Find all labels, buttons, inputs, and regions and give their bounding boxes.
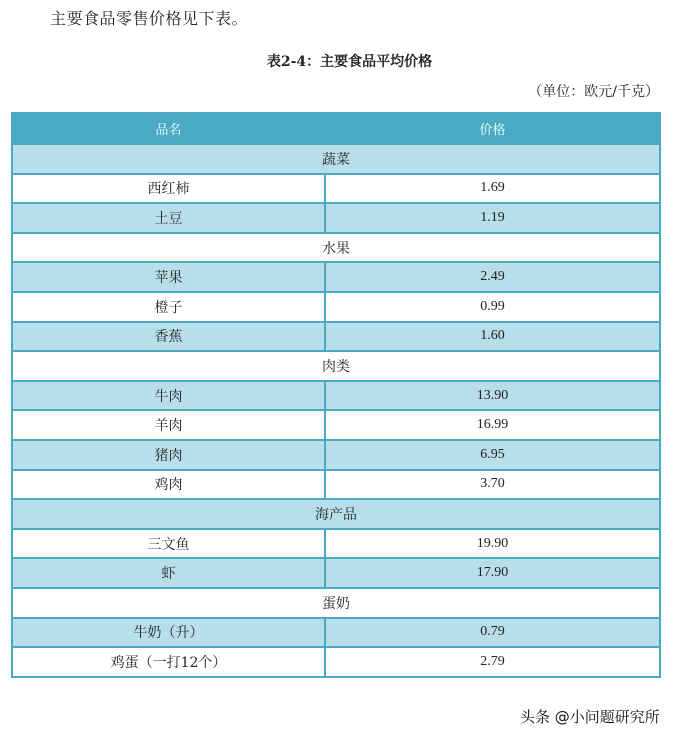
item-name: 鸡蛋（一打12个） [12,647,325,677]
category-label: 肉类 [12,351,660,381]
price-table [11,112,661,678]
item-price: 2.79 [325,647,660,677]
table-row [12,262,660,292]
table-row [12,440,660,470]
table-header-row [12,113,660,144]
item-name: 猪肉 [12,440,325,470]
item-price: 1.60 [325,322,660,352]
item-price: 6.95 [325,440,660,470]
category-row [12,351,660,381]
table-row [12,203,660,233]
category-row [12,499,660,529]
table-row [12,381,660,411]
item-price: 2.49 [325,262,660,292]
item-price: 1.69 [325,174,660,204]
category-label: 水果 [12,233,660,263]
item-name: 苹果 [12,262,325,292]
item-name: 橙子 [12,292,325,322]
table-row [12,529,660,559]
table-row [12,174,660,204]
item-price: 19.90 [325,529,660,559]
column-header-name: 品名 [12,113,325,144]
item-price: 17.90 [325,558,660,588]
table-row [12,322,660,352]
table-row [12,292,660,322]
item-name: 西红柿 [12,174,325,204]
item-price: 16.99 [325,410,660,440]
item-name: 虾 [12,558,325,588]
category-label: 蔬菜 [12,144,660,174]
watermark: 头条 @小问题研究所 [520,708,660,726]
category-row [12,144,660,174]
item-price: 13.90 [325,381,660,411]
table-row [12,618,660,648]
item-name: 三文鱼 [12,529,325,559]
item-price: 3.70 [325,470,660,500]
item-name: 土豆 [12,203,325,233]
intro-text: 主要食品零售价格见下表。 [50,9,249,28]
category-row [12,588,660,618]
category-row [12,233,660,263]
item-name: 牛肉 [12,381,325,411]
item-price: 1.19 [325,203,660,233]
table-row [12,470,660,500]
category-label: 海产品 [12,499,660,529]
table-row [12,647,660,677]
column-header-price: 价格 [325,113,660,144]
item-name: 牛奶（升） [12,618,325,648]
item-price: 0.99 [325,292,660,322]
unit-note: （单位：欧元/千克） [528,84,659,100]
table-row [12,558,660,588]
item-name: 鸡肉 [12,470,325,500]
item-price: 0.79 [325,618,660,648]
table-row [12,410,660,440]
category-label: 蛋奶 [12,588,660,618]
item-name: 香蕉 [12,322,325,352]
table-caption: 表2-4：主要食品平均价格 [266,54,433,70]
table-body [12,144,660,677]
item-name: 羊肉 [12,410,325,440]
